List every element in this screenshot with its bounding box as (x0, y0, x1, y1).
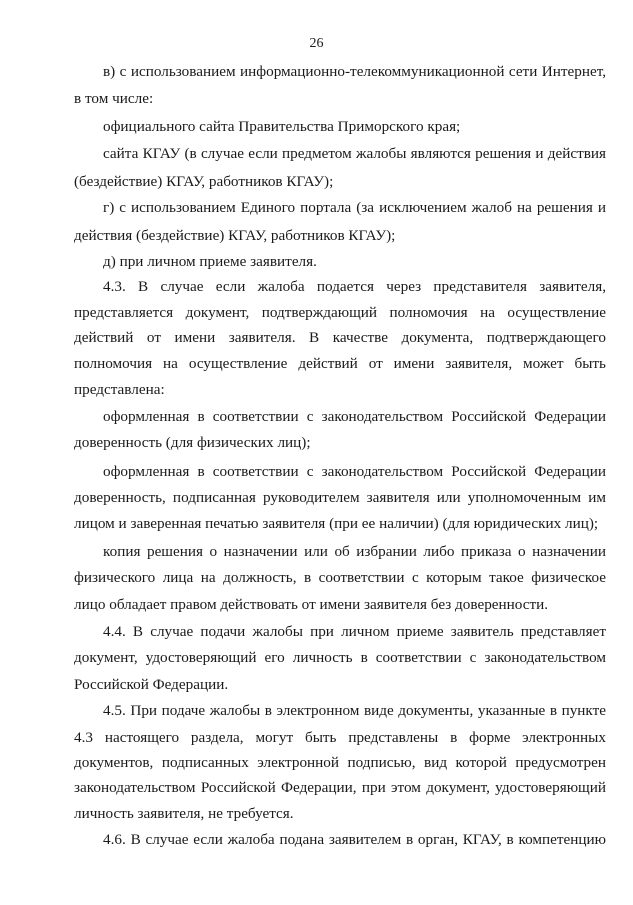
text-line: законодательством Российской Федерации, при этом документ, удостоверяющий (74, 779, 606, 796)
text-line: оформленная в соответствии с законодательством Российской Федерации (103, 408, 606, 425)
text-line: физического лица на должность, в соответствии с которым такое физическое (74, 569, 606, 586)
text-line: 4.5. При подаче жалобы в электронном виде документы, указанные в пункте (103, 702, 606, 719)
text-line: лицом и заверенная печатью заявителя (при ее наличии) (для юридических лиц); (74, 515, 599, 532)
text-line: г) с использованием Единого портала (за исключением жалоб на решения и (103, 199, 606, 216)
text-line: в том числе: (74, 90, 154, 107)
text-line: полномочия на осуществление действий от имени заявителя, может быть (74, 355, 606, 372)
text-line: 4.3. В случае если жалоба подается через представителя заявителя, (103, 278, 606, 295)
text-line: 4.4. В случае подачи жалобы при личном приеме заявитель представляет (103, 623, 606, 640)
text-line: оформленная в соответствии с законодательством Российской Федерации (103, 463, 606, 480)
text-line: действия (бездействие) КГАУ, работников КГАУ); (74, 227, 396, 244)
text-line: документ, удостоверяющий его личность в соответствии с законодательством (74, 649, 606, 666)
page-number: 26 (309, 36, 324, 51)
text-line: (бездействие) КГАУ, работников КГАУ); (74, 173, 334, 190)
text-line: документов, подписанных электронной подписью, вид которой предусмотрен (74, 754, 606, 771)
text-line: лицо обладает правом действовать от имени заявителя без доверенности. (74, 596, 549, 613)
text-line: представляется документ, подтверждающий полномочия на осуществление (74, 304, 606, 321)
text-line: представлена: (74, 381, 165, 398)
text-line: копия решения о назначении или об избрании либо приказа о назначении (103, 543, 606, 560)
text-line: личность заявителя, не требуется. (74, 805, 294, 822)
text-line: официального сайта Правительства Приморского края; (103, 118, 461, 135)
text-line: 4.6. В случае если жалоба подана заявителем в орган, КГАУ, в компетенцию (103, 831, 606, 848)
text-line: д) при личном приеме заявителя. (103, 253, 317, 270)
text-line: действий от имени заявителя. В качестве документа, подтверждающего (74, 329, 606, 346)
text-line: Российской Федерации. (74, 676, 229, 693)
text-line: 4.3 настоящего раздела, могут быть представлены в форме электронных (74, 729, 606, 746)
text-line: в) с использованием информационно-телекоммуникационной сети Интернет, (103, 63, 606, 80)
text-line: сайта КГАУ (в случае если предметом жалобы являются решения и действия (103, 145, 606, 162)
text-line: доверенность, подписанная руководителем заявителя или уполномоченным им (74, 489, 606, 506)
text-line: доверенность (для физических лиц); (74, 434, 311, 451)
